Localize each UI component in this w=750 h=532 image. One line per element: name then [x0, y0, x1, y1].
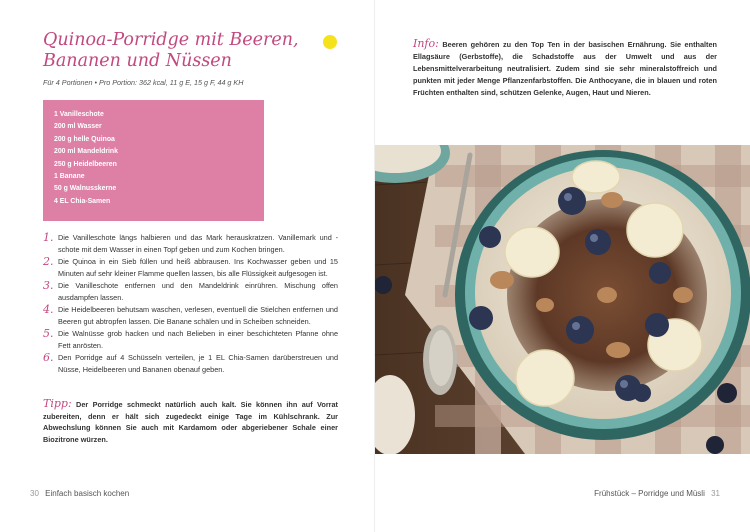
step-item: [43, 328, 338, 351]
step-number: 1.: [43, 231, 54, 244]
ingredients-box: [43, 100, 264, 221]
tip-label: Tipp:: [43, 397, 72, 410]
step-item: [43, 352, 338, 375]
info-text: Beeren gehören zu den Top Ten in der basischen Ernährung. Sie enthalten Ellagsäure (Gerbstoffe), die Schadstoffe aus der Umwelt und aus der Lebensmittelverarbeitung neutralisiert. Zudem sind sie sehr mineralstoffreich und punkten mit jeder Menge Pflanzenfarbstoffen. Die Anthocyane, die in blauen und roten Früchten enthalten sind, schützen Gelenke, Augen, Haut und Nieren.: [413, 40, 717, 97]
recipe-title: Quinoa-Porridge mit Beeren, Bananen und Nüssen: [43, 30, 299, 71]
ingredient-item: 1 Banane: [54, 173, 85, 181]
ingredient-item: 250 g Heidelbeeren: [54, 160, 117, 168]
step-number: 4.: [43, 303, 54, 316]
page-number-right: 31: [711, 489, 720, 498]
step-number: 2.: [43, 255, 54, 268]
porridge-bowl-photo: [375, 145, 750, 454]
recipe-servings-info: Für 4 Portionen • Pro Portion: 362 kcal, 11 g E, 15 g F, 44 g KH: [43, 78, 244, 87]
tip-box: [43, 398, 338, 445]
footer-chapter-title: Frühstück – Porridge und Müsli: [594, 489, 705, 498]
tip-text: Der Porridge schmeckt natürlich auch kalt. Sie können ihn auf Vorrat zubereiten, denn er hält sich zugedeckt einige Tage im Kühlschrank. Zur Abwechslung können Sie auch mit Kardamom oder abgeriebener Schale einer Biozitrone würzen.: [43, 400, 338, 444]
info-label: Info:: [413, 37, 439, 50]
ingredient-item: 200 ml Mandeldrink: [54, 148, 118, 156]
footer-left: [30, 489, 129, 498]
info-box: [413, 38, 717, 99]
step-number: 5.: [43, 327, 54, 340]
main-bowl: [455, 150, 750, 440]
step-text: Die Heidelbeeren behutsam waschen, verlesen, eventuell die Stielchen entfernen und Beeren gut abtropfen lassen. Die Banane schälen und in Scheiben schneiden.: [58, 305, 338, 326]
right-page: [375, 0, 750, 532]
step-item: [43, 256, 338, 279]
yellow-dot-marker: [323, 35, 337, 49]
porridge-illustration: [375, 145, 750, 454]
ingredient-item: 200 g helle Quinoa: [54, 135, 115, 143]
footer-right: [594, 489, 720, 498]
step-item: [43, 304, 338, 327]
step-text: Den Porridge auf 4 Schüsseln verteilen, je 1 EL Chia-Samen darüberstreuen und Nüsse, Heidelbeeren und Bananen obenauf geben.: [58, 353, 338, 374]
ingredient-item: 200 ml Wasser: [54, 123, 102, 131]
step-number: 6.: [43, 351, 54, 364]
step-number: 3.: [43, 279, 54, 292]
footer-book-title: Einfach basisch kochen: [45, 489, 130, 498]
ingredient-item: 50 g Walnusskerne: [54, 185, 117, 193]
step-text: Die Vanilleschote längs halbieren und das Mark herauskratzen. Vanillemark und -schote mit dem Wasser in einen Topf geben und zum Kochen bringen.: [58, 233, 338, 254]
step-item: [43, 232, 338, 255]
step-item: [43, 280, 338, 303]
ingredient-item: 4 EL Chia-Samen: [54, 197, 111, 205]
ingredient-item: 1 Vanilleschote: [54, 111, 104, 118]
step-text: Die Walnüsse grob hacken und nach Belieben in einer beschichteten Pfanne ohne Fett anrösten.: [58, 329, 338, 350]
step-text: Die Quinoa in ein Sieb füllen und heiß abbrausen. Ins Kochwasser geben und 15 Minuten auf sehr kleiner Flamme quellen lassen, bis alle Flüssigkeit aufgesogen ist.: [58, 257, 338, 278]
step-text: Die Vanilleschote entfernen und den Mandeldrink einrühren. Mischung offen ausdampfen lassen.: [58, 281, 338, 302]
preparation-steps: [43, 232, 338, 376]
page-number-left: 30: [30, 489, 39, 498]
